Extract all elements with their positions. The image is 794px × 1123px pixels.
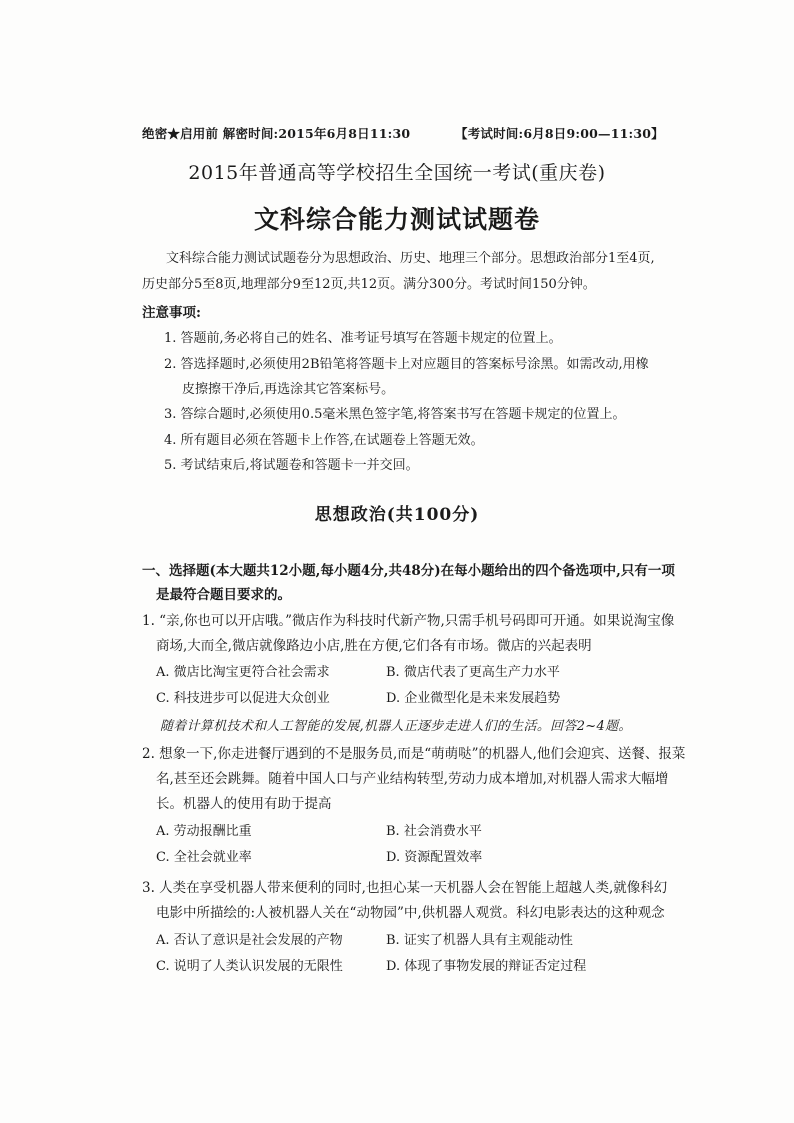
note-item: 1. 答题前,务必将自己的姓名、准考证号填写在答题卡规定的位置上。	[164, 331, 562, 346]
question-1-stem: 1. “亲,你也可以开店哦。”微店作为科技时代新产物,只需手机号码即可开通。如果说淘宝像	[142, 613, 675, 629]
question-1-stem: 商场,大而全,微店就像路边小店,胜在方便,它们各有市场。微店的兴起表明	[156, 638, 592, 654]
question-1-option-c: C. 科技进步可以促进大众创业	[156, 691, 330, 706]
question-3-stem: 3. 人类在享受机器人带来便利的同时,也担心某一天机器人会在智能上超越人类,就像科幻	[142, 880, 668, 896]
intro-line: 文科综合能力测试试题卷分为思想政治、历史、地理三个部分。思想政治部分1至4页,	[166, 251, 655, 266]
note-item: 4. 所有题目必须在答题卡上作答,在试题卷上答题无效。	[164, 433, 484, 448]
security-notice: 绝密★启用前 解密时间:2015年6月8日11:30	[142, 126, 411, 141]
question-1-option-b: B. 微店代表了更高生产力水平	[386, 665, 560, 680]
question-3-option-d: D. 体现了事物发展的辩证否定过程	[386, 959, 587, 974]
part-heading: 一、选择题(本大题共12小题,每小题4分,共48分)在每小题给出的四个备选项中,只有一项	[142, 563, 675, 579]
exam-time: 【考试时间:6月8日9:00—11:30】	[455, 126, 664, 141]
section-title: 思想政治(共100分)	[314, 505, 480, 525]
intro-line: 历史部分5至8页,地理部分9至12页,共12页。满分300分。考试时间150分钟。	[142, 277, 596, 292]
question-2-stem: 2. 想象一下,你走进餐厅遇到的不是服务员,而是“萌萌哒”的机器人,他们会迎宾、送餐、报菜	[142, 746, 686, 762]
header-line	[142, 124, 664, 142]
part-heading: 是最符合题目要求的。	[156, 587, 291, 603]
question-1-option-d: D. 企业微型化是未来发展趋势	[386, 691, 561, 706]
notes-heading: 注意事项:	[142, 305, 201, 321]
material-passage: 随着计算机技术和人工智能的发展,机器人正逐步走进人们的生活。回答2~4题。	[160, 719, 632, 734]
question-1-option-a: A. 微店比淘宝更符合社会需求	[156, 665, 330, 680]
note-item: 2. 答选择题时,必须使用2B铅笔将答题卡上对应题目的答案标号涂黑。如需改动,用橡	[164, 357, 649, 372]
question-2-stem: 长。机器人的使用有助于提高	[156, 796, 332, 812]
note-item: 3. 答综合题时,必须使用0.5毫米黑色签字笔,将答案书写在答题卡规定的位置上。	[164, 407, 626, 422]
question-2-stem: 名,甚至还会跳舞。随着中国人口与产业结构转型,劳动力成本增加,对机器人需求大幅增	[156, 771, 669, 787]
question-2-option-a: A. 劳动报酬比重	[156, 824, 252, 839]
question-3-option-b: B. 证实了机器人具有主观能动性	[386, 933, 573, 948]
note-item: 5. 考试结束后,将试题卷和答题卡一并交回。	[164, 458, 419, 473]
note-item: 皮擦擦干净后,再选涂其它答案标号。	[182, 382, 395, 397]
question-2-option-c: C. 全社会就业率	[156, 850, 252, 865]
question-3-option-c: C. 说明了人类认识发展的无限性	[156, 959, 343, 974]
exam-title: 2015年普通高等学校招生全国统一考试(重庆卷)	[188, 162, 606, 184]
question-3-option-a: A. 否认了意识是社会发展的产物	[156, 933, 343, 948]
paper-subtitle: 文科综合能力测试试题卷	[253, 205, 540, 234]
question-2-option-d: D. 资源配置效率	[386, 850, 483, 865]
question-2-option-b: B. 社会消费水平	[386, 824, 482, 839]
question-3-stem: 电影中所描绘的:人被机器人关在“动物园”中,供机器人观赏。科幻电影表达的这种观念	[156, 905, 665, 921]
